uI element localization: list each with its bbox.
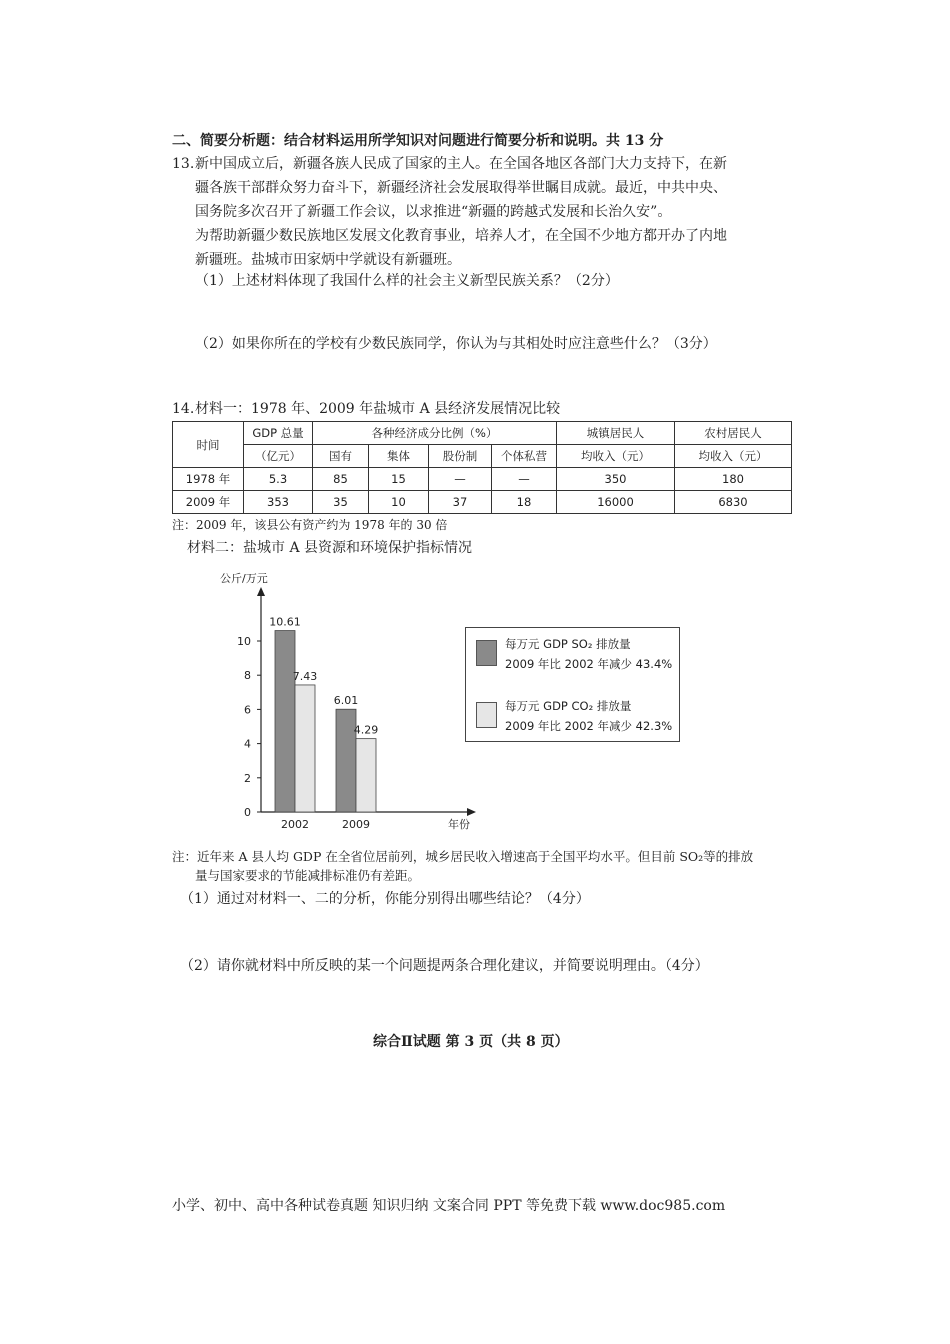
x-category-label: 2002: [281, 818, 309, 831]
bar-2002-series-0: [275, 631, 295, 812]
header-urban-1: 城镇居民人: [557, 422, 675, 445]
x-axis-arrow-icon: [467, 808, 476, 816]
header-collective: 集体: [369, 445, 429, 468]
cell-collective: 10: [369, 491, 429, 514]
legend-so2-label: 每万元 GDP SO₂ 排放量: [505, 637, 631, 651]
cell-share: 37: [429, 491, 492, 514]
section-heading: 二、简要分析题：结合材料运用所学知识对问题进行简要分析和说明。共 13 分: [172, 133, 664, 149]
q13-para2-line2: 新疆班。盐城市田家炳中学就设有新疆班。: [195, 252, 461, 268]
bottom-banner: 小学、初中、高中各种试卷真题 知识归纳 文案合同 PPT 等免费下载 www.doc985.com: [172, 1198, 726, 1214]
cell-urban: 16000: [557, 491, 675, 514]
chart-note-line2: 量与国家要求的节能减排标准仍有差距。: [195, 868, 421, 883]
q14-number: 14.: [172, 401, 195, 417]
y-tick-label: 8: [244, 669, 251, 683]
bar-value-label: 6.01: [333, 694, 359, 708]
y-axis-arrow-icon: [257, 587, 265, 596]
header-gdp-1: GDP 总量: [244, 422, 313, 445]
bar-2002-series-1: [295, 685, 315, 812]
header-private: 个体私营: [492, 445, 557, 468]
header-rural-2: 均收入（元）: [675, 445, 792, 468]
header-rural-1: 农村居民人: [675, 422, 792, 445]
q13-para1-line1: 新中国成立后，新疆各族人民成了国家的主人。在全国各地区各部门大力支持下，在新: [195, 156, 727, 172]
cell-urban: 350: [557, 468, 675, 491]
q13-sub1: （1）上述材料体现了我国什么样的社会主义新型民族关系？（2分）: [195, 273, 619, 289]
cell-year: 2009 年: [173, 491, 244, 514]
material2-title: 材料二：盐城市 A 县资源和环境保护指标情况: [187, 540, 473, 556]
header-time: 时间: [173, 422, 244, 468]
q13-para1-line3: 国务院多次召开了新疆工作会议，以求推进“新疆的跨越式发展和长治久安”。: [195, 204, 672, 220]
header-urban-2: 均收入（元）: [557, 445, 675, 468]
x-category-label: 2009: [342, 818, 370, 831]
y-tick-label: 4: [244, 737, 251, 751]
y-tick-label: 10: [237, 635, 251, 648]
cell-state: 35: [313, 491, 369, 514]
cell-rural: 180: [675, 468, 792, 491]
cell-collective: 15: [369, 468, 429, 491]
material1-title: 材料一：1978 年、2009 年盐城市 A 县经济发展情况比较: [195, 401, 561, 417]
cell-share: —: [429, 468, 492, 491]
header-ratio: 各种经济成分比例（%）: [313, 422, 557, 445]
bar-value-label: 4.29: [353, 723, 379, 737]
bar-value-label: 7.43: [292, 669, 318, 683]
header-gdp-2: （亿元）: [244, 445, 313, 468]
bar-value-label: 10.61: [269, 615, 301, 629]
bar-2009-series-1: [356, 739, 376, 812]
y-tick-label: 0: [244, 806, 251, 819]
legend-co2-label: 每万元 GDP CO₂ 排放量: [505, 699, 632, 713]
table-row: [173, 468, 792, 491]
cell-gdp: 353: [244, 491, 313, 514]
table-row: [173, 491, 792, 514]
q14-sub1: （1）通过对材料一、二的分析，你能分别得出哪些结论？（4分）: [180, 891, 590, 907]
cell-year: 1978 年: [173, 468, 244, 491]
cell-gdp: 5.3: [244, 468, 313, 491]
y-tick-label: 6: [244, 703, 251, 717]
q13-para1-line2: 疆各族干部群众努力奋斗下，新疆经济社会发展取得举世瞩目成就。最近，中共中央、: [195, 180, 727, 196]
chart-note-line1: 注：近年来 A 县人均 GDP 在全省位居前列，城乡居民收入增速高于全国平均水平。但目前 SO₂等的排放: [172, 849, 754, 864]
y-tick-label: 2: [244, 771, 251, 785]
q13-sub2: （2）如果你所在的学校有少数民族同学，你认为与其相处时应注意些什么？（3分）: [195, 336, 717, 352]
header-state: 国有: [313, 445, 369, 468]
chart-legend: [465, 627, 680, 742]
x-axis-label: 年份: [448, 818, 470, 831]
q13-number: 13.: [172, 156, 195, 172]
cell-private: —: [492, 468, 557, 491]
cell-private: 18: [492, 491, 557, 514]
legend-swatch-co2: [476, 702, 497, 728]
legend-so2-note: 2009 年比 2002 年减少 43.4%: [505, 657, 673, 671]
y-axis-label: 公斤/万元: [220, 572, 268, 585]
legend-swatch-so2: [476, 640, 497, 666]
q14-sub2: （2）请你就材料中所反映的某一个问题提两条合理化建议，并简要说明理由。（4分）: [180, 958, 709, 974]
q13-para2-line1: 为帮助新疆少数民族地区发展文化教育事业，培养人才，在全国不少地方都开办了内地: [195, 228, 727, 244]
cell-state: 85: [313, 468, 369, 491]
legend-co2-note: 2009 年比 2002 年减少 42.3%: [505, 719, 673, 733]
page-footer: 综合Ⅱ试题 第 3 页（共 8 页）: [373, 1034, 569, 1050]
cell-rural: 6830: [675, 491, 792, 514]
table-note: 注：2009 年，该县公有资产约为 1978 年的 30 倍: [172, 518, 448, 532]
emission-bar-chart: [200, 565, 510, 835]
economy-table: [172, 421, 792, 514]
header-shareholding: 股份制: [429, 445, 492, 468]
